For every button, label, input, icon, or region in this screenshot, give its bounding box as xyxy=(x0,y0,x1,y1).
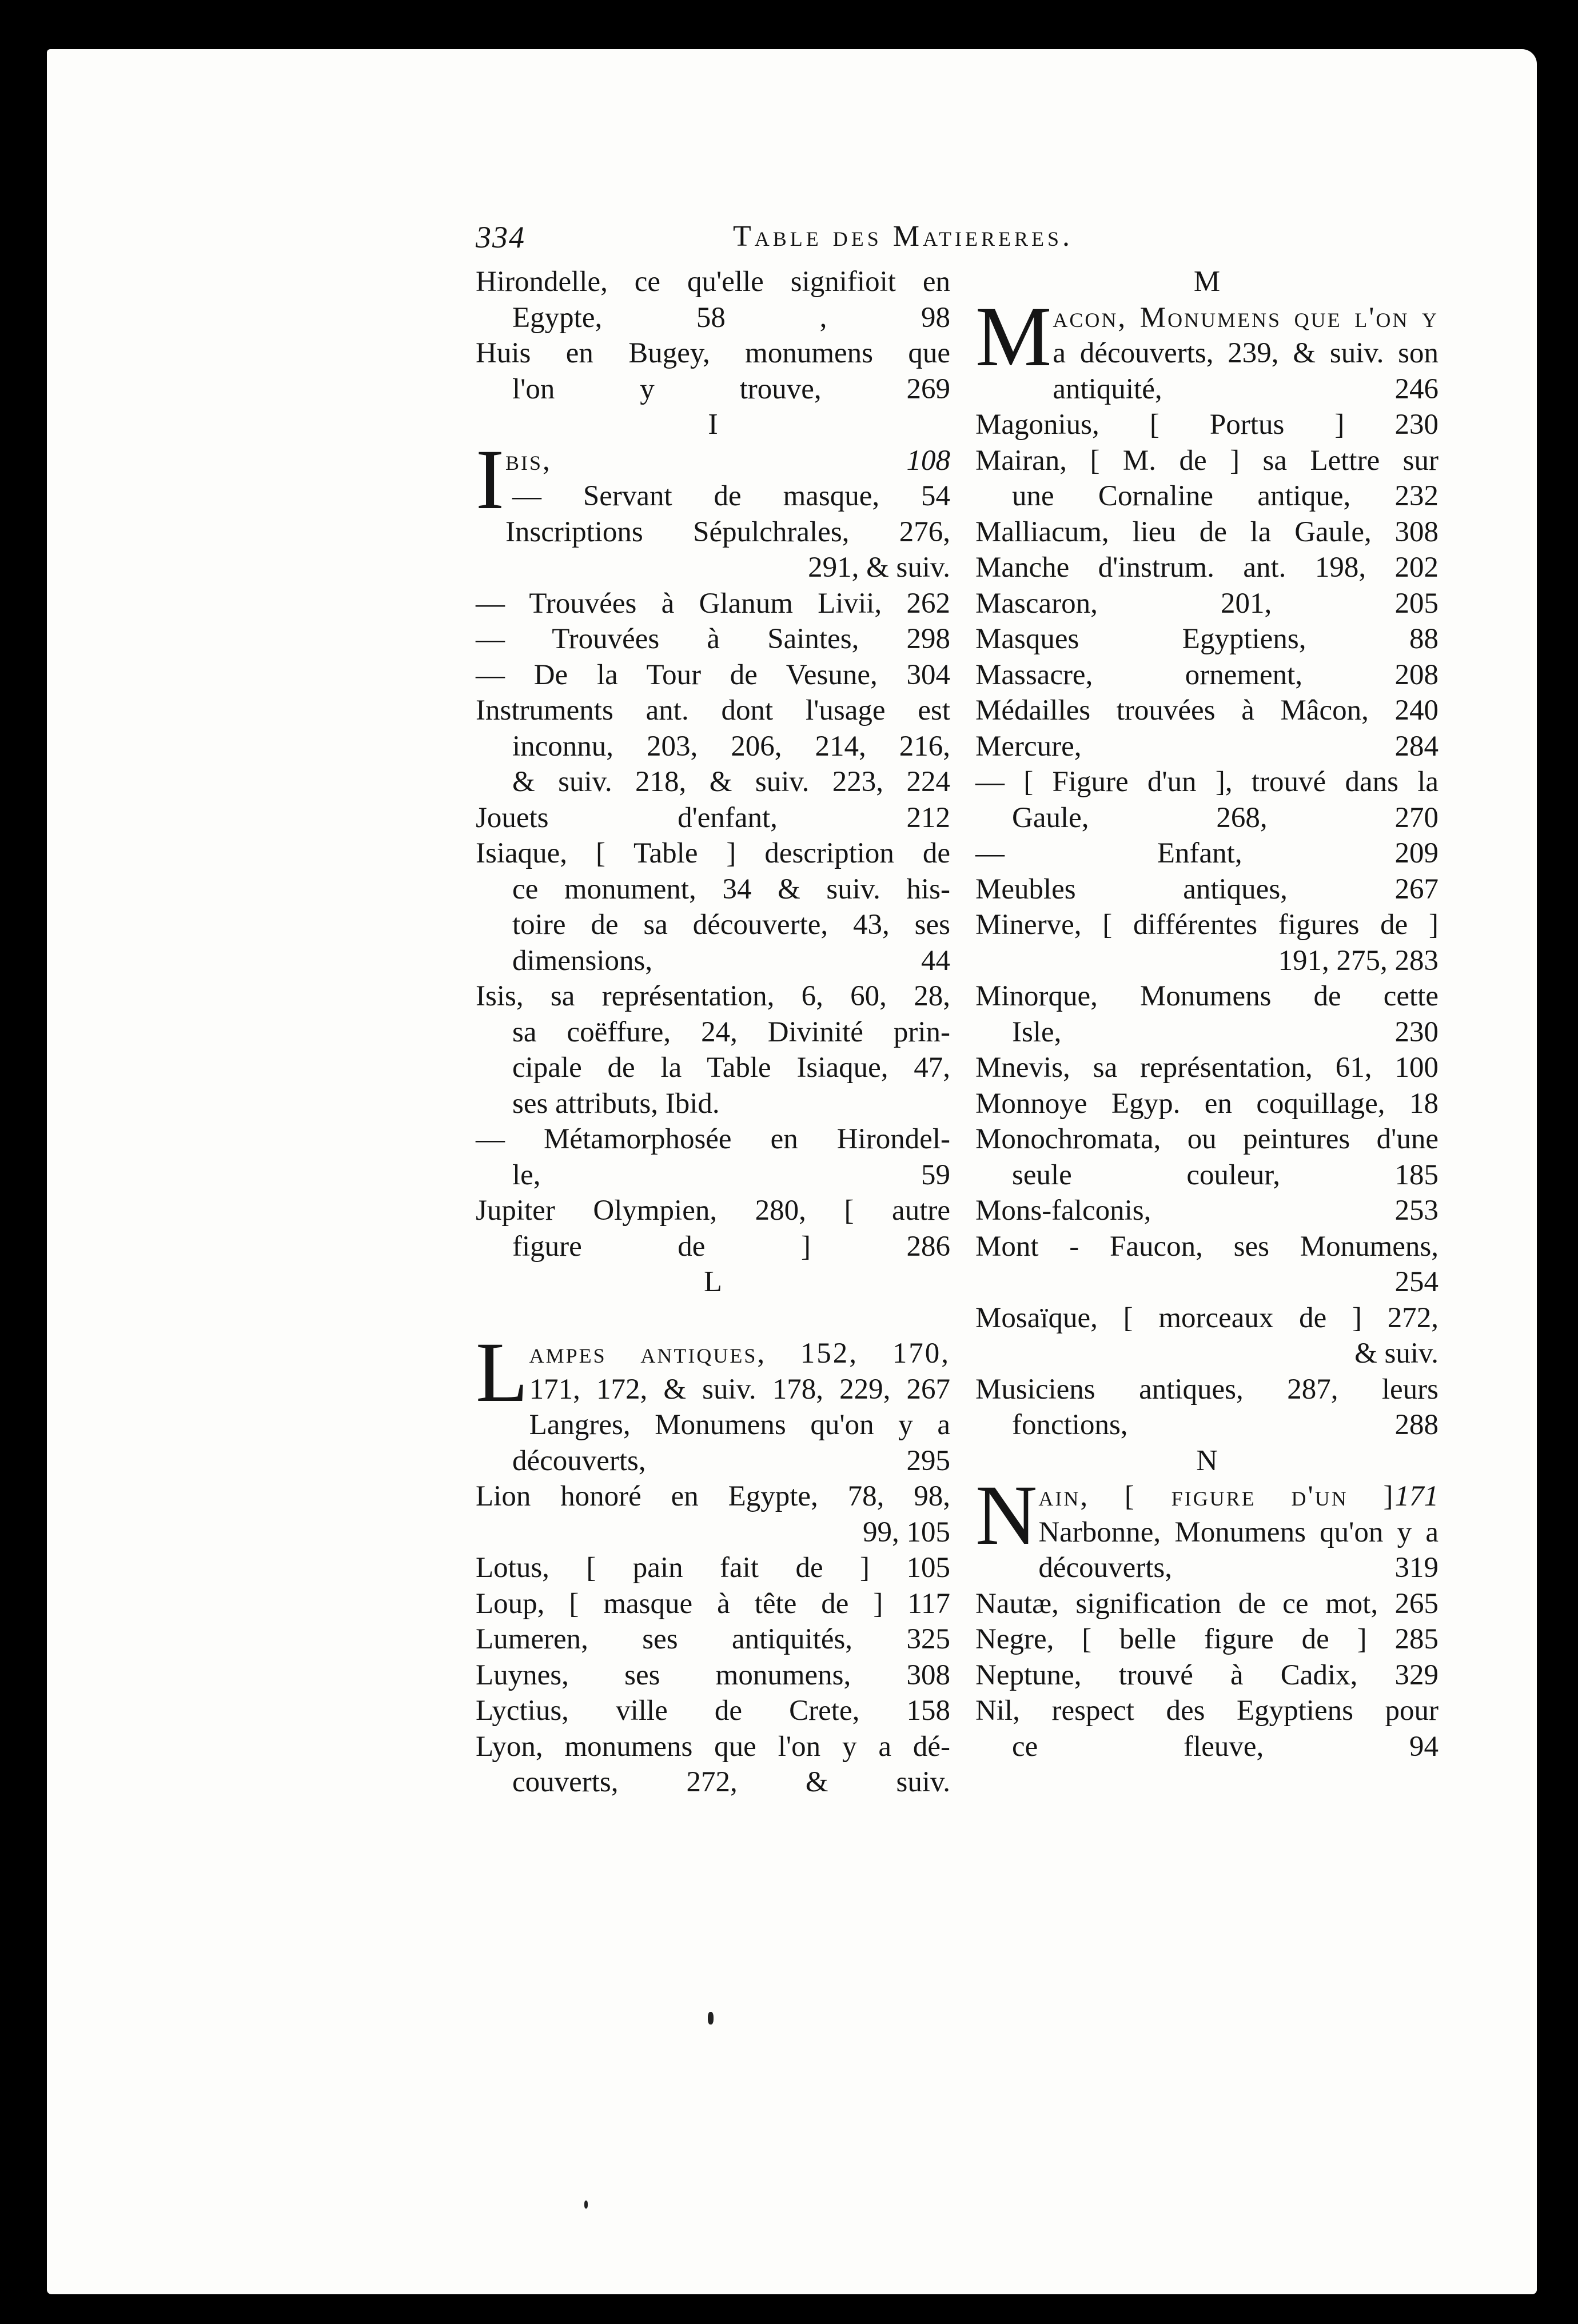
index-entry-continuation: Egypte, 58 , 98 xyxy=(512,301,950,334)
index-entry-continuation: ce fleuve, 94 xyxy=(1012,1730,1438,1763)
index-entry-line: — Enfant, 209 xyxy=(975,837,1438,869)
index-entry-line: Lyon, monumens que l'on y a dé- xyxy=(476,1730,950,1763)
index-entry-line: Minorque, Monumens de cette xyxy=(975,980,1438,1012)
index-entry-line: Monnoye Egyp. en coquillage, 18 xyxy=(975,1087,1438,1120)
index-entry-line: Mont - Faucon, ses Monumens, xyxy=(975,1230,1438,1263)
entry-page-ref: 171 xyxy=(1394,1480,1438,1512)
index-entry-line: Narbonne, Monumens qu'on y a xyxy=(1038,1516,1438,1548)
index-entry-continuation: inconnu, 203, 206, 214, 216, xyxy=(512,730,950,762)
index-entry-line: Mercure, 284 xyxy=(975,730,1438,762)
section-letter-heading: L xyxy=(704,1265,722,1298)
index-entry-continuation: ses attributs, Ibid. xyxy=(512,1087,720,1120)
entry-text: ain, [ figure d'un ] xyxy=(1038,1480,1395,1512)
index-entry-line: Mosaïque, [ morceaux de ] 272, xyxy=(975,1301,1438,1334)
index-entry-continuation: a découverts, 239, & suiv. son xyxy=(1053,337,1438,369)
drop-cap: N xyxy=(975,1468,1038,1563)
index-column-left xyxy=(476,264,950,1800)
index-entry-continuation: fonctions, 288 xyxy=(1012,1409,1438,1441)
index-entry-continuation: — Servant de masque, 54 xyxy=(512,480,950,512)
index-entry-line: — Trouvées à Glanum Livii, 262 xyxy=(476,587,950,620)
index-entry-continuation: 191, 275, 283 xyxy=(1278,944,1438,977)
index-entry-continuation: toire de sa découverte, 43, ses xyxy=(512,909,950,941)
entry-page-ref: 108 xyxy=(906,444,950,477)
index-entry-continuation: antiquité, 246 xyxy=(1053,373,1438,405)
index-entry-line: Hirondelle, ce qu'elle signifioit en xyxy=(476,266,950,298)
index-entry-line: Médailles trouvées à Mâcon, 240 xyxy=(975,694,1438,726)
ink-speck xyxy=(584,2201,588,2209)
index-entry-continuation: 254 xyxy=(1394,1266,1438,1298)
drop-cap: L xyxy=(476,1325,528,1420)
index-entry-line: Luynes, ses monumens, 308 xyxy=(476,1659,950,1691)
index-entry-line: Massacre, ornement, 208 xyxy=(975,658,1438,691)
index-entry-continuation: 291, & suiv. xyxy=(808,552,950,584)
index-entry-continuation: couverts, 272, & suiv. xyxy=(512,1766,950,1798)
index-entry-line: Neptune, trouvé à Cadix, 329 xyxy=(975,1659,1438,1691)
index-entry-line: Manche d'instrum. ant. 198, 202 xyxy=(975,552,1438,584)
index-entry-line: Mons-falconis, 253 xyxy=(975,1195,1438,1227)
index-entry-continuation: découverts, 319 xyxy=(1038,1552,1438,1584)
index-entry-line: Minerve, [ différentes figures de ] xyxy=(975,909,1438,941)
index-entry-continuation: découverts, 295 xyxy=(512,1444,950,1477)
index-entry-continuation: 171, 172, & suiv. 178, 229, 267 xyxy=(529,1373,950,1405)
index-column-right xyxy=(975,264,1438,1764)
index-entry-continuation: l'on y trouve, 269 xyxy=(512,373,950,405)
index-entry-line: Jouets d'enfant, 212 xyxy=(476,801,950,834)
index-entry-line: Mnevis, sa représentation, 61, 100 xyxy=(975,1052,1438,1084)
index-entry-continuation: ce monument, 34 & suiv. his- xyxy=(512,873,950,905)
ink-speck xyxy=(708,2012,714,2024)
index-entry-line: Langres, Monumens qu'on y a xyxy=(529,1409,950,1441)
drop-cap: I xyxy=(476,432,504,527)
drop-cap: M xyxy=(975,289,1052,384)
page-number: 334 xyxy=(476,220,525,254)
entry-text: acon, Monumens que l'on y xyxy=(1053,301,1438,334)
index-entry-line: Mascaron, 201, 205 xyxy=(975,587,1438,620)
index-entry-line: Mairan, [ M. de ] sa Lettre sur xyxy=(975,444,1438,477)
entry-text: bis, xyxy=(505,444,552,477)
index-entry-line: Meubles antiques, 267 xyxy=(975,873,1438,905)
running-head xyxy=(476,219,1442,265)
index-entry-line: Monochromata, ou peintures d'une xyxy=(975,1123,1438,1155)
index-entry-line: Magonius, [ Portus ] 230 xyxy=(975,409,1438,441)
entry-text: ampes antiques, 152, 170, xyxy=(529,1337,950,1369)
index-entry-continuation: dimensions, 44 xyxy=(512,944,950,977)
index-entry-continuation: & suiv. 218, & suiv. 223, 224 xyxy=(512,766,950,798)
index-entry-line: Isis, sa représentation, 6, 60, 28, xyxy=(476,980,950,1012)
index-entry-continuation: sa coëffure, 24, Divinité prin- xyxy=(512,1016,950,1048)
index-entry-line: Lyctius, ville de Crete, 158 xyxy=(476,1695,950,1727)
index-entry-continuation: seule couleur, 185 xyxy=(1012,1159,1438,1191)
index-entry-line: Masques Egyptiens, 88 xyxy=(975,623,1438,655)
index-entry-line: Nil, respect des Egyptiens pour xyxy=(975,1695,1438,1727)
index-entry-continuation: & suiv. xyxy=(1354,1337,1438,1369)
index-entry-line: Isiaque, [ Table ] description de xyxy=(476,837,950,869)
index-entry-continuation: Isle, 230 xyxy=(1012,1016,1438,1048)
index-entry-line: — Métamorphosée en Hirondel- xyxy=(476,1123,950,1155)
index-entry-line: Malliacum, lieu de la Gaule, 308 xyxy=(975,516,1438,548)
section-letter-heading: M xyxy=(1193,265,1221,298)
index-entry-line: — De la Tour de Vesune, 304 xyxy=(476,658,950,691)
index-entry-line: Negre, [ belle figure de ] 285 xyxy=(975,1623,1438,1655)
index-entry-line: Nautæ, signification de ce mot, 265 xyxy=(975,1587,1438,1620)
index-entry-line: Instruments ant. dont l'usage est xyxy=(476,694,950,726)
index-entry-continuation: Gaule, 268, 270 xyxy=(1012,801,1438,834)
index-entry-line: Lion honoré en Egypte, 78, 98, xyxy=(476,1480,950,1512)
index-entry-line: Huis en Bugey, monumens que xyxy=(476,337,950,369)
index-entry-continuation: cipale de la Table Isiaque, 47, xyxy=(512,1052,950,1084)
index-entry-continuation: une Cornaline antique, 232 xyxy=(1012,480,1438,512)
index-entry-line: Jupiter Olympien, 280, [ autre xyxy=(476,1195,950,1227)
index-entry-line: — [ Figure d'un ], trouvé dans la xyxy=(975,766,1438,798)
index-entry-continuation: le, 59 xyxy=(512,1159,950,1191)
index-entry-line: Loup, [ masque à tête de ] 117 xyxy=(476,1587,950,1620)
section-letter-heading: I xyxy=(708,408,718,441)
index-entry-continuation: 99, 105 xyxy=(863,1516,950,1548)
section-letter-heading: N xyxy=(1196,1444,1218,1477)
index-entry-line: Inscriptions Sépulchrales, 276, xyxy=(505,516,950,548)
running-title: Table des Matiereres. xyxy=(733,220,1074,253)
blank-line xyxy=(476,1300,950,1336)
index-entry-continuation: figure de ] 286 xyxy=(512,1230,950,1263)
index-entry-line: — Trouvées à Saintes, 298 xyxy=(476,623,950,655)
index-entry-line: Musiciens antiques, 287, leurs xyxy=(975,1373,1438,1405)
index-entry-line: Lumeren, ses antiquités, 325 xyxy=(476,1623,950,1655)
index-entry-line: Lotus, [ pain fait de ] 105 xyxy=(476,1552,950,1584)
